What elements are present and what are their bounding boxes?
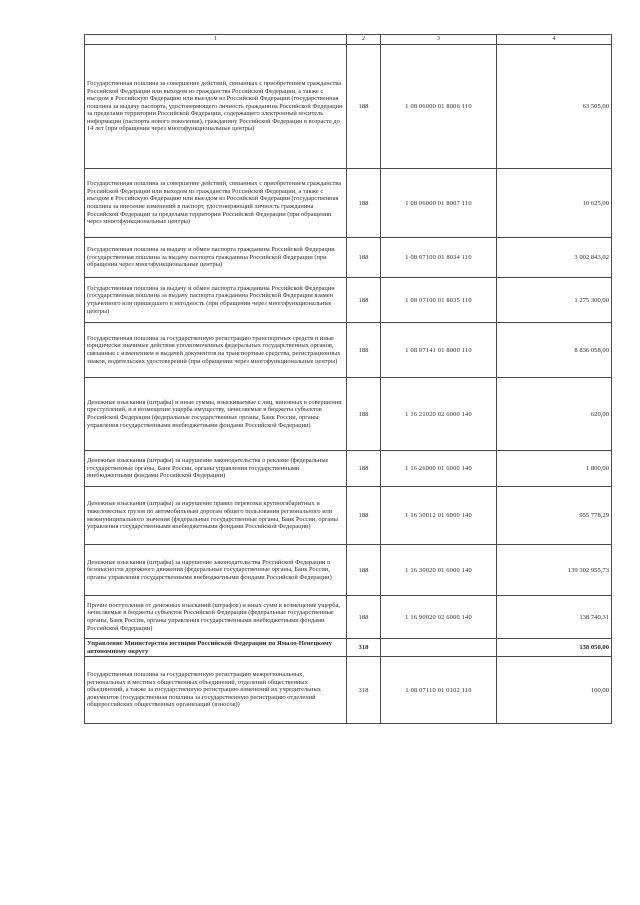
row-budget-code: 1 16 90020 02 6000 140: [381, 596, 497, 639]
row-admin-code: 188: [347, 238, 381, 278]
row-budget-code: 1 16 21020 02 6000 140: [381, 378, 497, 451]
row-budget-code: [381, 639, 497, 657]
table-row: [85, 451, 612, 487]
row-admin-code: 188: [347, 278, 381, 323]
row-admin-code: 188: [347, 487, 381, 545]
column-number-1: 1: [85, 35, 347, 45]
row-budget-code: 1 08 07110 01 0102 110: [381, 657, 497, 724]
row-admin-code: 188: [347, 596, 381, 639]
row-description: Денежные взыскания (штрафы) за нарушение законодательства Российской Федерации о безопасности дорожного движения (федеральные государственные органы, Банк России, органы управления государственными внебюджетными фондами Российской Федерации): [85, 545, 347, 596]
row-admin-code: 318: [347, 657, 381, 724]
table-row: [85, 169, 612, 238]
table-row: [85, 45, 612, 169]
row-amount: 620,00: [497, 378, 612, 451]
row-amount: 100,00: [497, 657, 612, 724]
row-description: Государственная пошлина за совершение действий, связанных с приобретением гражданства Российской Федерации или выходом из гражданства Российской Федерации, а также с въездом в Российскую Федерацию или выездом из Российской Федерации (государственная пошлина за выдачу паспорта, удостоверяющего личность гражданина Российской Федерации за пределами территории Российской Федерации, содержащего электронный носитель информации (паспорта нового поколения), гражданину Российской Федерации в возрасте до 14 лет (при обращении через многофункциональные центры): [85, 45, 347, 169]
row-budget-code: 1 16 26000 01 6000 140: [381, 451, 497, 487]
table-row: [85, 323, 612, 378]
row-amount: 138 050,00: [497, 639, 612, 657]
row-description: Государственная пошлина за государственную регистрацию транспортных средств и иные юридически значимые действия уполномоченных федеральных государственных органов, связанные с изменением и выдачей документов на транспортные средства, регистрационных знаков, водительских удостоверений (при обращении через многофункциональные центры): [85, 323, 347, 378]
row-amount: 955 778,29: [497, 487, 612, 545]
table-row: [85, 545, 612, 596]
table-row: [85, 596, 612, 639]
row-budget-code: 1 08 07100 01 8035 110: [381, 278, 497, 323]
column-number-row: [85, 35, 612, 45]
row-budget-code: 1 08 07141 01 8000 110: [381, 323, 497, 378]
column-number-4: 4: [497, 35, 612, 45]
row-admin-code: 188: [347, 378, 381, 451]
row-amount: 10 625,00: [497, 169, 612, 238]
row-admin-code: 188: [347, 45, 381, 169]
row-admin-code: 188: [347, 545, 381, 596]
row-admin-code: 188: [347, 323, 381, 378]
row-description: Денежные взыскания (штрафы) за нарушение правил перевозки крупногабаритных и тяжеловесных грузов по автомобильным дорогам общего пользования регионального или межмуниципального значения (федеральные государственные органы, Банк России, органы управления государственными внебюджетными фондами Российской Федерации): [85, 487, 347, 545]
row-description: Государственная пошлина за выдачу и обмен паспорта гражданина Российской Федерации (государственная пошлина за выдачу паспорта гражданина Российской Федерации взамен утраченного или пришедшего в негодность (при обращении через многофункциональные центры): [85, 278, 347, 323]
row-budget-code: 1 16 30012 01 6000 140: [381, 487, 497, 545]
row-amount: 1 275 300,00: [497, 278, 612, 323]
row-amount: 1 800,00: [497, 451, 612, 487]
row-budget-code: 1 08 07100 01 8034 110: [381, 238, 497, 278]
row-amount: 139 302 955,73: [497, 545, 612, 596]
row-amount: 63 505,00: [497, 45, 612, 169]
row-admin-code: 188: [347, 451, 381, 487]
row-amount: 138 740,31: [497, 596, 612, 639]
table-row: [85, 278, 612, 323]
table-row: [85, 657, 612, 724]
row-amount: 3 002 843,02: [497, 238, 612, 278]
table-row: [85, 378, 612, 451]
table-row: [85, 487, 612, 545]
row-description: Государственная пошлина за совершение действий, связанных с приобретением гражданства Российской Федерации или выходом из гражданства Российской Федерации, а также с въездом в Российскую Федерацию или выездом из Российской Федерации (государственная пошлина за внесение изменений в паспорт, удостоверяющий личность гражданина Российской Федерации за пределами территории Российской Федерации (при обращении через многофункциональные центры): [85, 169, 347, 238]
row-description: Денежные взыскания (штрафы) и иные суммы, взыскиваемые с лиц, виновных в совершении преступлений, и в возмещение ущерба имуществу, зачисляемые в бюджеты субъектов Российской Федерации (федеральные государственные органы, Банк России, органы управления государственными внебюджетными фондами Российской Федерации): [85, 378, 347, 451]
row-amount: 8 836 058,00: [497, 323, 612, 378]
row-description: Денежные взыскания (штрафы) за нарушение законодательства о рекламе (федеральные государственные органы, Банк России, органы управления государственными внебюджетными фондами Российской Федерации): [85, 451, 347, 487]
revenue-table: [84, 34, 612, 724]
table-row: [85, 238, 612, 278]
row-description: Управление Министерства юстиции Российской Федерации по Ямало-Ненецкому автономному округу: [85, 639, 347, 657]
table-row: [85, 639, 612, 657]
row-budget-code: 1 16 30020 01 6000 140: [381, 545, 497, 596]
row-description: Прочие поступления от денежных взысканий (штрафов) и иных сумм в возмещение ущерба, зачисляемые в бюджеты субъектов Российской Федерации (федеральные государственные органы, Банк России, органы управления государственными внебюджетными фондами Российской Федерации): [85, 596, 347, 639]
row-description: Государственная пошлина за государственную регистрацию межрегиональных, региональных и местных общественных объединений, отделений общественных объединений, а также за государственную регистрацию изменений их учредительных документов (государственная пошлина за государственную регистрацию отделений общероссийских общественных организаций (взносов)): [85, 657, 347, 724]
column-number-3: 3: [381, 35, 497, 45]
row-admin-code: 318: [347, 639, 381, 657]
row-admin-code: 188: [347, 169, 381, 238]
column-number-2: 2: [347, 35, 381, 45]
row-budget-code: 1 08 06000 01 8007 110: [381, 169, 497, 238]
row-budget-code: 1 08 06000 01 8006 110: [381, 45, 497, 169]
row-description: Государственная пошлина за выдачу и обмен паспорта гражданина Российской Федерации (государственная пошлина за выдачу паспорта гражданина Российской Федерации (при обращении через многофункциональные центры): [85, 238, 347, 278]
